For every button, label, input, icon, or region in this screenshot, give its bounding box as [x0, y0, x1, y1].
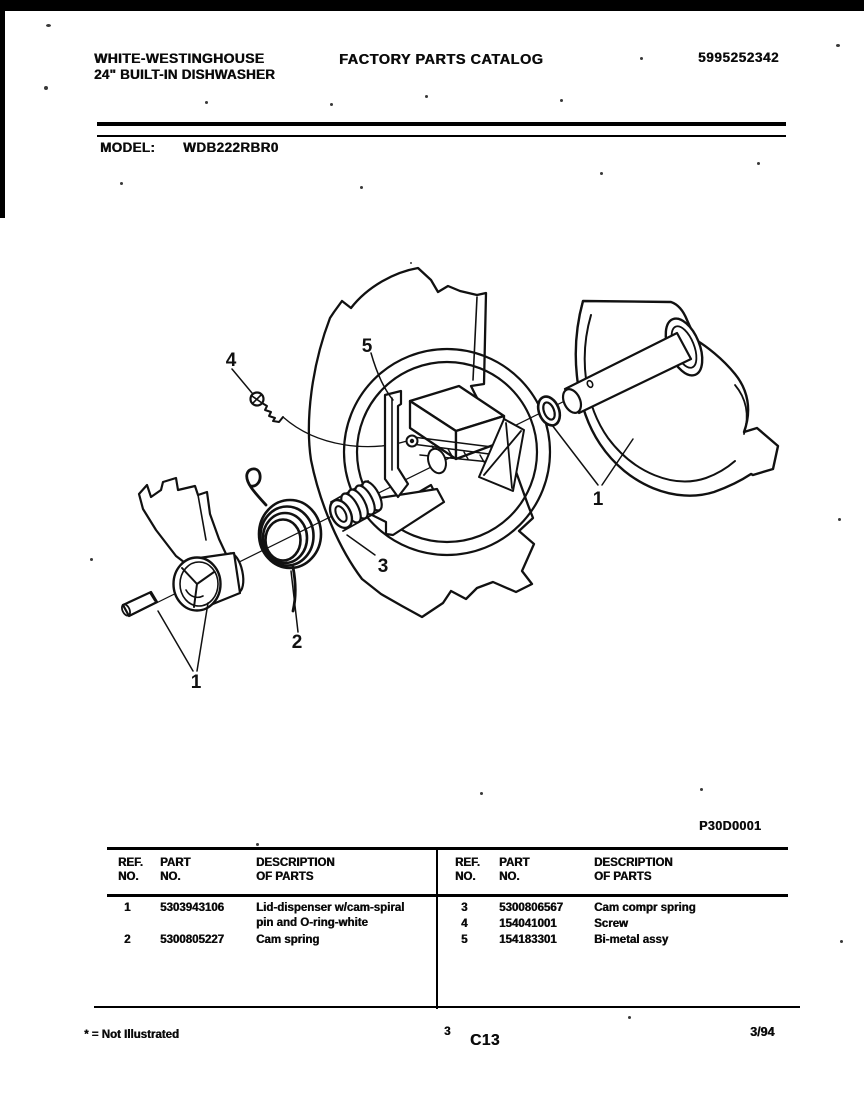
- publication-number: 5995252342: [698, 50, 780, 65]
- parts-table-right: [455, 901, 794, 949]
- part-no: 5300805227: [160, 934, 224, 946]
- part-no: 5300806567: [499, 902, 563, 914]
- table-row: [118, 933, 436, 948]
- model-number: WDB222RBR0: [183, 140, 279, 155]
- part-description: Cam compr spring: [594, 902, 696, 914]
- product-line: 24" BUILT-IN DISHWASHER: [94, 67, 276, 82]
- table-row: [455, 901, 794, 916]
- callout-5-label: 5: [361, 336, 373, 357]
- table-rule-bottom: [94, 1006, 800, 1008]
- table-header-left: [118, 856, 436, 884]
- callout-2-label: 2: [291, 632, 303, 653]
- table-header-right: [455, 856, 794, 884]
- callout-1-right-label: 1: [592, 489, 604, 510]
- header-divider: [97, 122, 786, 137]
- o-ring: [534, 393, 564, 428]
- table-row: [455, 917, 794, 932]
- brand-name: WHITE-WESTINGHOUSE: [94, 50, 265, 66]
- col-part-header: PART NO.: [499, 857, 530, 883]
- table-divider-vertical: [436, 847, 438, 1009]
- table-rule-top: [107, 847, 788, 850]
- part-description: Cam spring: [256, 934, 320, 946]
- table-row: [455, 933, 794, 948]
- callout-3-label: 3: [377, 556, 389, 577]
- callout-1-left-label: 1: [190, 672, 202, 693]
- model-label: MODEL:: [100, 140, 156, 155]
- model-line: [100, 140, 279, 155]
- catalog-title: FACTORY PARTS CATALOG: [339, 52, 544, 68]
- part-no: 154183301: [499, 934, 557, 946]
- col-desc-header: DESCRIPTION OF PARTS: [594, 857, 673, 883]
- parts-diagram: [0, 255, 864, 725]
- ref-no: 5: [461, 934, 468, 946]
- table-rule-header: [107, 894, 788, 897]
- col-part-header: PART NO.: [160, 857, 191, 883]
- ref-no: 2: [124, 934, 131, 946]
- table-row: [118, 901, 436, 930]
- lid-dispenser-assembly: [120, 478, 246, 617]
- figure-id: P30D0001: [699, 819, 762, 833]
- date-code: 3/94: [750, 1025, 775, 1039]
- ref-no: 1: [124, 902, 131, 914]
- parts-table-left: [118, 901, 436, 951]
- section-code: C13: [470, 1032, 500, 1049]
- col-ref-header: REF. NO.: [118, 857, 143, 883]
- part-no: 5303943106: [160, 902, 224, 914]
- ref-no: 3: [461, 902, 468, 914]
- dispenser-cover-assembly: [534, 301, 778, 496]
- page-number: 3: [444, 1026, 451, 1038]
- scan-edge-left: [0, 0, 5, 218]
- part-description: Lid-dispenser w/cam-spiral pin and O-ring-white: [256, 902, 405, 929]
- col-ref-header: REF. NO.: [455, 857, 480, 883]
- part-description: Bi-metal assy: [594, 934, 669, 946]
- not-illustrated-footnote: * = Not Illustrated: [84, 1029, 179, 1041]
- part-description: Screw: [594, 918, 628, 930]
- mounting-screw: [251, 393, 284, 423]
- ref-no: 4: [461, 918, 468, 930]
- callout-4-label: 4: [225, 350, 237, 371]
- part-no: 154041001: [499, 918, 557, 930]
- scan-edge-top: [0, 0, 864, 11]
- col-desc-header: DESCRIPTION OF PARTS: [256, 857, 335, 883]
